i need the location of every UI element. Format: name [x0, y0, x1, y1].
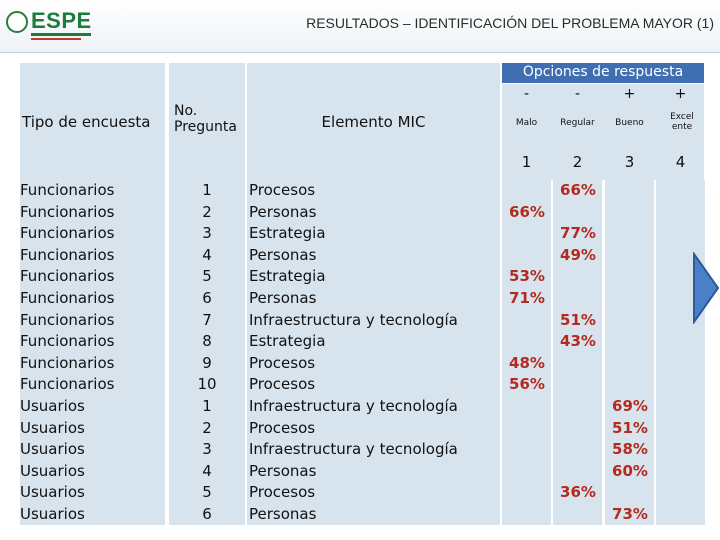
- option-label: Excelente: [670, 112, 694, 132]
- row-tipo: Funcionarios: [20, 224, 115, 242]
- espe-seal-icon: [6, 11, 28, 33]
- row-tipo: Funcionarios: [20, 354, 115, 372]
- row-tipo: Funcionarios: [20, 246, 115, 264]
- row-tipo: Usuarios: [20, 505, 85, 523]
- row-percent: 66%: [509, 203, 545, 221]
- header-elemento-mic: Elemento MIC: [321, 113, 426, 131]
- row-elemento: Procesos: [249, 483, 316, 501]
- row-elemento: Infraestructura y tecnología: [249, 397, 458, 415]
- row-pregunta: 4: [202, 246, 212, 264]
- option-column-4: [656, 180, 705, 525]
- row-elemento: Infraestructura y tecnología: [249, 440, 458, 458]
- row-percent: 36%: [560, 483, 596, 501]
- row-tipo: Funcionarios: [20, 289, 115, 307]
- row-percent: 73%: [612, 505, 648, 523]
- row-percent: 58%: [612, 440, 648, 458]
- row-pregunta: 3: [202, 440, 212, 458]
- header-tipo-encuesta: Tipo de encuesta: [22, 113, 151, 131]
- row-elemento: Procesos: [249, 375, 316, 393]
- row-pregunta: 4: [202, 462, 212, 480]
- row-tipo: Funcionarios: [20, 311, 115, 329]
- option-sign: +: [674, 86, 687, 102]
- row-elemento: Personas: [249, 246, 317, 264]
- row-elemento: Procesos: [249, 181, 316, 199]
- option-number: 2: [572, 153, 583, 171]
- row-tipo: Funcionarios: [20, 181, 115, 199]
- next-slide-arrow-icon[interactable]: [692, 252, 720, 324]
- row-percent: 71%: [509, 289, 545, 307]
- row-elemento: Estrategia: [249, 267, 326, 285]
- row-elemento: Personas: [249, 505, 317, 523]
- espe-logo: [6, 8, 92, 44]
- option-sign: -: [574, 86, 581, 102]
- row-tipo: Usuarios: [20, 462, 85, 480]
- row-pregunta: 1: [202, 181, 212, 199]
- row-pregunta: 9: [202, 354, 212, 372]
- row-percent: 49%: [560, 246, 596, 264]
- row-percent: 51%: [560, 311, 596, 329]
- row-tipo: Funcionarios: [20, 267, 115, 285]
- row-tipo: Funcionarios: [20, 203, 115, 221]
- row-pregunta: 2: [202, 419, 212, 437]
- row-pregunta: 8: [202, 332, 212, 350]
- row-pregunta: 5: [202, 267, 212, 285]
- logo-text: ESPE: [31, 8, 92, 33]
- options-group-label: Opciones de respuesta: [522, 64, 684, 80]
- page-title: RESULTADOS – IDENTIFICACIÓN DEL PROBLEMA MAYOR (1): [306, 15, 714, 31]
- row-elemento: Procesos: [249, 419, 316, 437]
- option-label: Malo: [515, 118, 538, 128]
- row-pregunta: 3: [202, 224, 212, 242]
- row-elemento: Procesos: [249, 354, 316, 372]
- option-sign: +: [623, 86, 636, 102]
- row-tipo: Usuarios: [20, 419, 85, 437]
- row-elemento: Personas: [249, 203, 317, 221]
- row-pregunta: 7: [202, 311, 212, 329]
- option-sign: -: [523, 86, 530, 102]
- row-pregunta: 6: [202, 289, 212, 307]
- option-number: 3: [624, 153, 635, 171]
- option-label: Regular: [560, 118, 595, 128]
- row-percent: 51%: [612, 419, 648, 437]
- option-label: Bueno: [615, 118, 644, 128]
- row-percent: 77%: [560, 224, 596, 242]
- row-percent: 69%: [612, 397, 648, 415]
- row-percent: 43%: [560, 332, 596, 350]
- row-pregunta: 5: [202, 483, 212, 501]
- row-pregunta: 6: [202, 505, 212, 523]
- row-pregunta: 2: [202, 203, 212, 221]
- row-pregunta: 10: [197, 375, 217, 393]
- row-percent: 48%: [509, 354, 545, 372]
- option-column-1: [502, 180, 551, 525]
- row-elemento: Personas: [249, 289, 317, 307]
- row-elemento: Personas: [249, 462, 317, 480]
- row-pregunta: 1: [202, 397, 212, 415]
- row-elemento: Infraestructura y tecnología: [249, 311, 458, 329]
- row-tipo: Usuarios: [20, 440, 85, 458]
- row-percent: 60%: [612, 462, 648, 480]
- row-tipo: Funcionarios: [20, 375, 115, 393]
- header-no-pregunta: No. Pregunta: [174, 103, 237, 135]
- header-bar: [0, 0, 720, 53]
- row-tipo: Usuarios: [20, 397, 85, 415]
- option-number: 1: [521, 153, 532, 171]
- row-tipo: Funcionarios: [20, 332, 115, 350]
- row-elemento: Estrategia: [249, 332, 326, 350]
- row-percent: 56%: [509, 375, 545, 393]
- row-elemento: Estrategia: [249, 224, 326, 242]
- row-percent: 66%: [560, 181, 596, 199]
- row-percent: 53%: [509, 267, 545, 285]
- option-number: 4: [675, 153, 686, 171]
- row-tipo: Usuarios: [20, 483, 85, 501]
